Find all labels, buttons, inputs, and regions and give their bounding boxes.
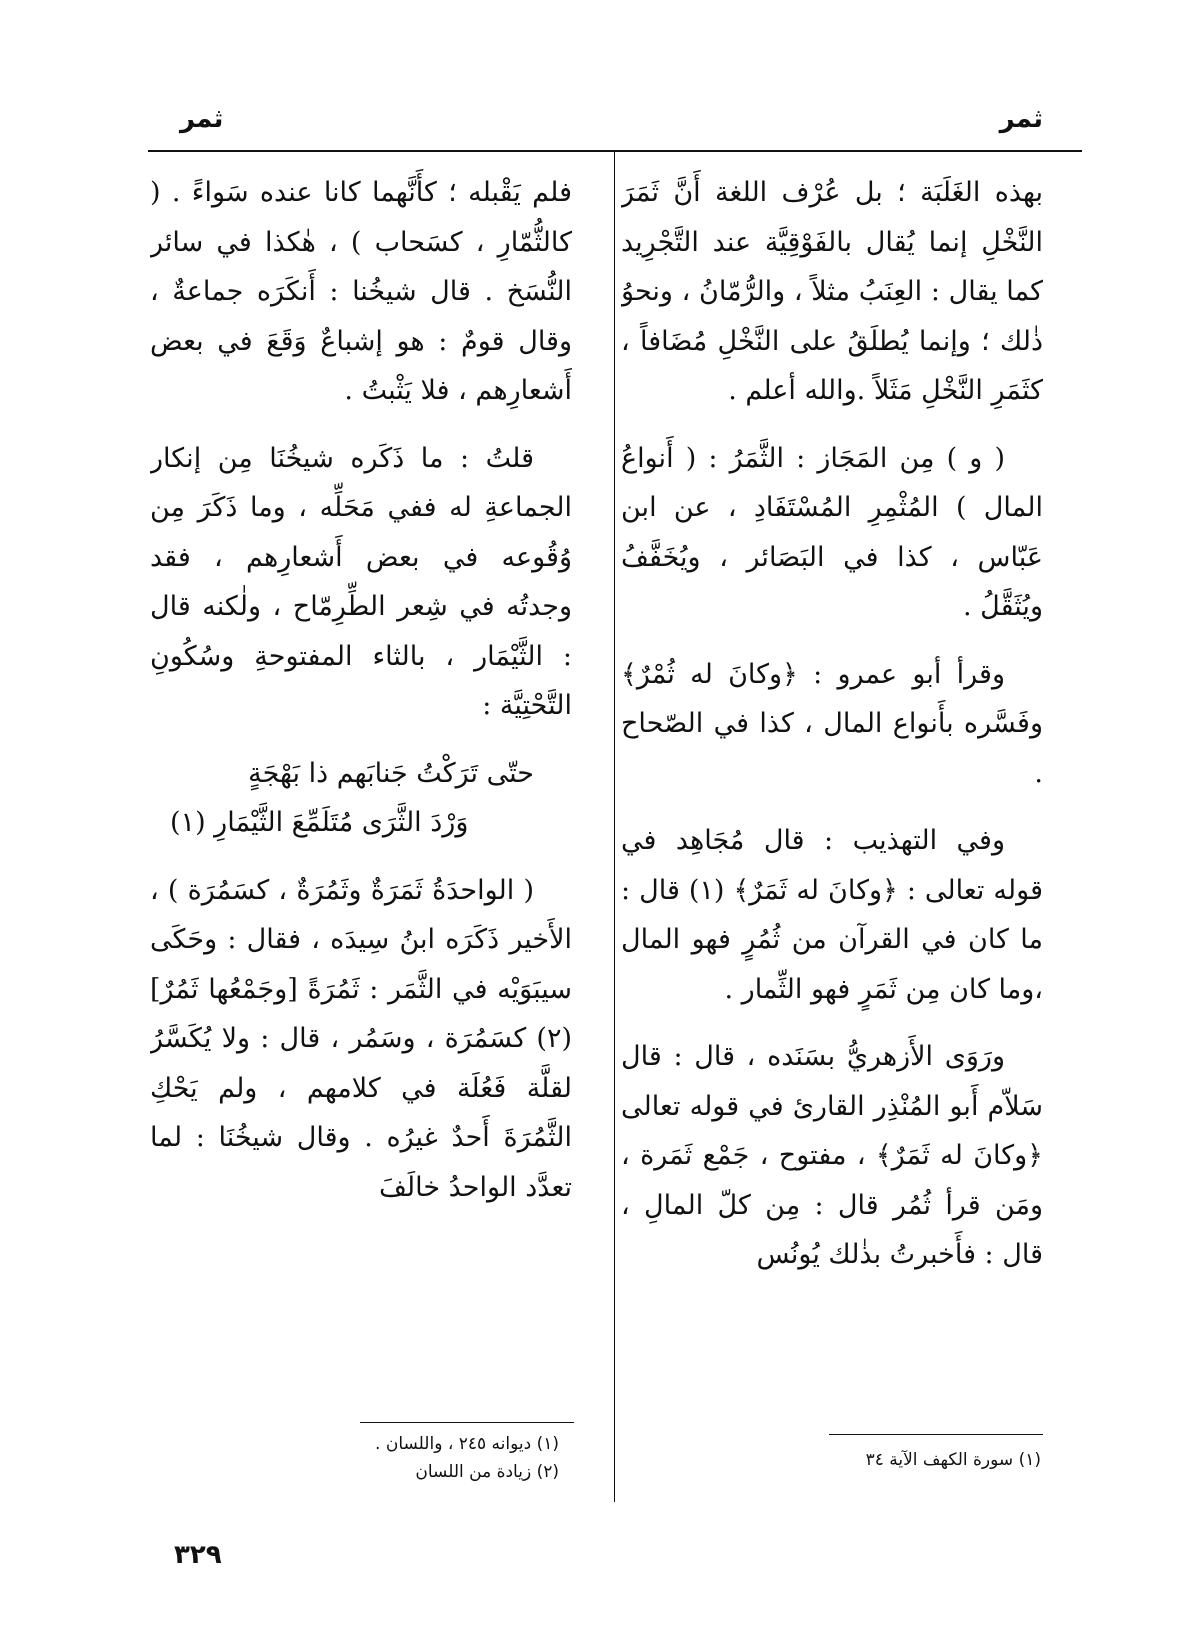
left-paragraph-1: فلم يَقْبله ؛ كأَنَّهما كانا عنده سَواءً . ( كالثُّمّارِ ، كسَحاب ) ، هٰكذا في سائر النُّسَخ . قال شيخُنا : أَنكَرَه جماعةٌ ، وقال قومٌ : هو إشباعٌ وَقَعَ في بعض أَشعارِهم ، فلا يَثْبتُ .: [150, 177, 572, 406]
right-paragraph-3: وقرأ أبو عمرو : ﴿وكانَ له ثُمْرٌ﴾ وفَسَّره بأَنواع المال ، كذا في الصّحاح .: [621, 658, 1043, 789]
footnote-right-1: (١) سورة الكهف الآية ٣٤: [865, 1450, 1041, 1470]
verse: [150, 749, 572, 848]
footnote-rule-left: [360, 1422, 574, 1423]
right-paragraph-1: بهذه الغَلَبَة ؛ بل عُرْف اللغة أَنَّ ثَمَرَ النَّخْلِ إنما يُقال بالفَوْقِيَّة عند التَّجْرِيد كما يقال : العِنَبُ مثلاً ، والرُّمّانُ ، ونحوُ ذٰلك ؛ وإنما يُطلَقُ على النَّخْلِ مُضَافاً ، كثَمَرِ النَّخْلِ مَثَلاً .والله أعلم .: [621, 177, 1043, 406]
right-column: [621, 168, 1043, 1398]
footnotes-right: [621, 1446, 1041, 1474]
verse-line-1: حتّى تَرَكْتُ جَنابَهم ذا بَهْجَةٍ: [248, 757, 534, 789]
left-paragraph-3: ( الواحدَةُ ثَمَرَةٌ وثَمُرَةٌ ، كسَمُرَة ) ، الأَخير ذَكَرَه ابنُ سِيدَه ، فقال : وحَكَى سيبَوَيْه في الثَّمَر : ثَمُرَةً [وجَمْعُها ثَمُرٌ] (٢) كسَمُرَة ، وسَمُر ، قال : ولا يُكَسَّرُ لقلَّة فَعُلَة في كلامهم ، ولم يَحْكِ الثَّمُرَةَ أَحدٌ غيرُه . وقال شيخُنَا : لما تعدَّد الواحدُ خالَفَ: [150, 874, 572, 1203]
verse-line-2: وَرْدَ الثَّرَى مُتَلَمِّعَ الثَّيْمَارِ (١): [170, 807, 469, 838]
header-rule: [148, 150, 1082, 152]
right-paragraph-2: ( و ) مِن المَجَاز : الثَّمَرُ : ( أَنواعُ المال ) المُثْمِرِ المُسْتَفَادِ ، عن ابن عَبّاس ، كذا في البَصَائر ، ويُخَفَّفُ ويُثَقَّلُ .: [621, 442, 1043, 622]
left-column: [150, 168, 572, 1398]
footnote-left-1: (١) ديوانه ٢٤٥ ، واللسان .: [375, 1434, 559, 1454]
footnote-left-2: (٢) زيادة من اللسان: [415, 1462, 559, 1482]
left-paragraph-2: قلتُ : ما ذَكَره شيخُنَا مِن إنكار الجماعةِ له ففي مَحَلِّه ، وما ذَكَرَ مِن وُقُوعه في بعض أَشعارِهم ، فقد وجدتُه في شِعر الطِّرِمّاح ، ولٰكنه قال : الثَّيْمَار ، بالثاء المفتوحةِ وسُكُونِ التَّحْتِيَّة :: [150, 442, 572, 721]
footnote-rule-right: [829, 1434, 1043, 1435]
right-paragraph-4: وفي التهذيب : قال مُجَاهِد في قوله تعالى : ﴿وكانَ له ثَمَرٌ﴾ (١) قال : ما كان في القرآن من ثُمُرٍ فهو المال ،وما كان مِن ثَمَرٍ فهو الثِّمار .: [621, 825, 1043, 1005]
footnotes-left: [139, 1430, 559, 1486]
page-number: ٣٢٩: [174, 1540, 222, 1570]
running-head-right: ثمر: [999, 104, 1043, 134]
right-paragraph-5: ورَوَى الأَزهريُّ بسَنَده ، قال : قال سَلاّم أَبو المُنْذِر القارئ في قوله تعالى ﴿وكانَ له ثَمَرٌ﴾ ، مفتوح ، جَمْع ثَمَرة ، ومَن قرأ ثُمُر قال : مِن كلّ المالِ ، قال : فأَخبرتُ بذٰلك يُونُس: [621, 1041, 1043, 1270]
running-head-left: ثمر: [180, 104, 224, 134]
column-divider: [614, 152, 615, 1502]
